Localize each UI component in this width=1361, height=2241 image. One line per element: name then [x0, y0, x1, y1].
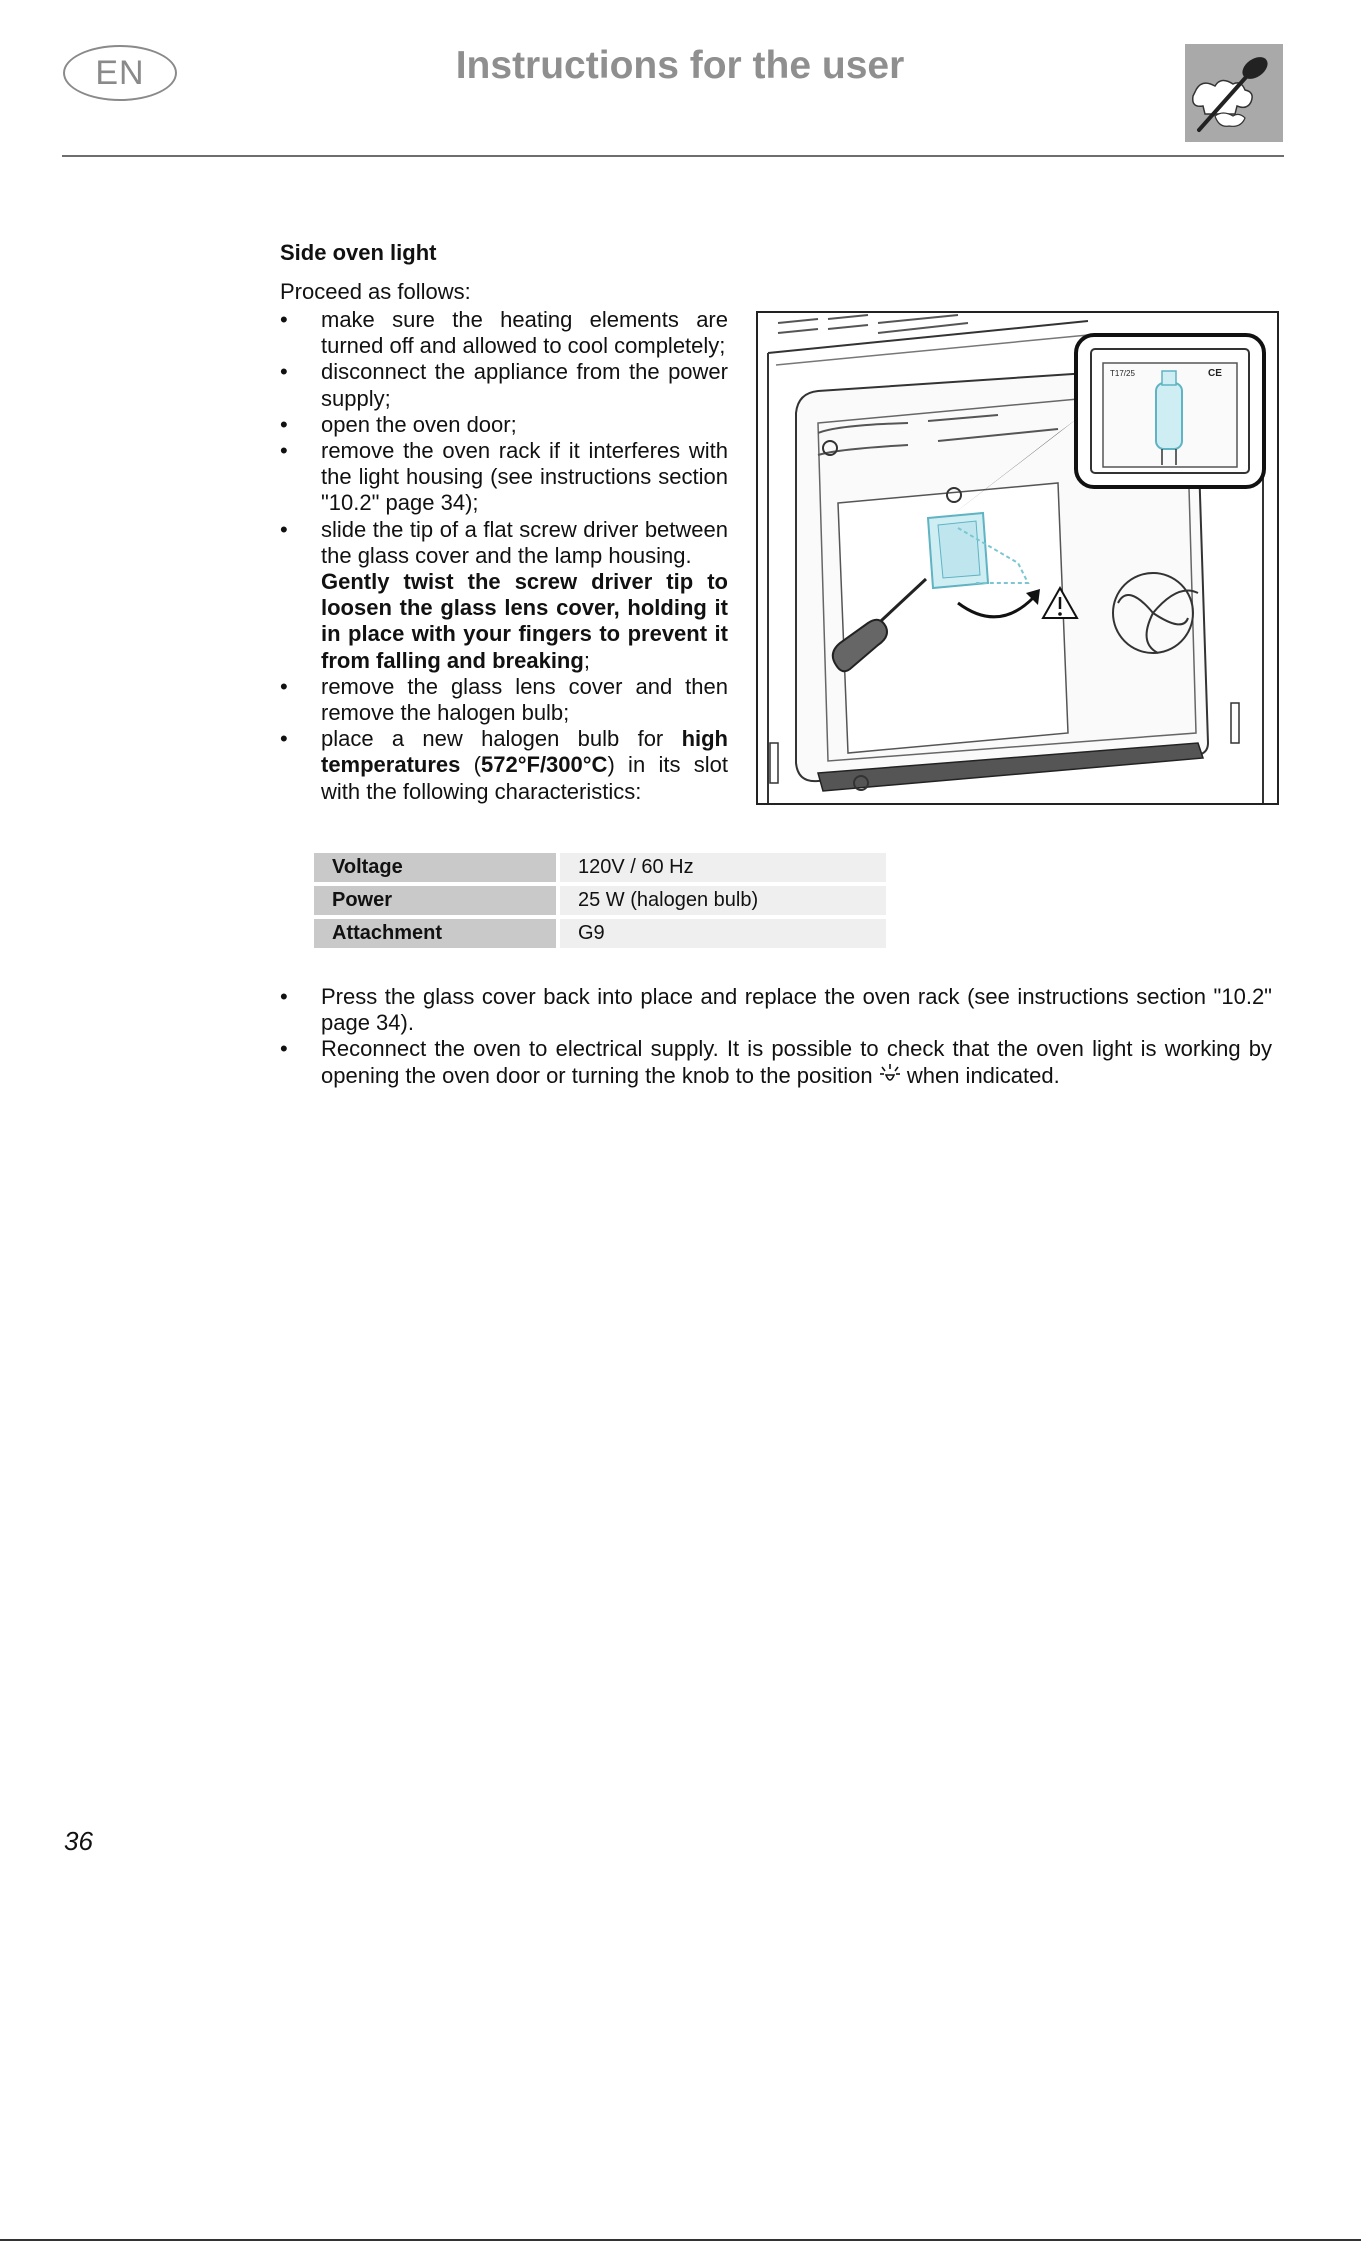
- list-item: • Reconnect the oven to electrical supply. It is possible to check that the oven light is working by opening the oven door or turning the knob to the position when indicated.: [280, 1036, 1272, 1090]
- list-item: • place a new halogen bulb for high temperatures (572°F/300°C) in its slot with the following characteristics:: [280, 726, 728, 805]
- spec-key: Power: [314, 886, 556, 915]
- language-badge: [63, 45, 177, 101]
- spec-key: Voltage: [314, 853, 556, 882]
- spec-key: Attachment: [314, 919, 556, 948]
- list-item: • open the oven door;: [280, 412, 728, 438]
- chef-hat-spoon-icon: [1185, 44, 1283, 142]
- list-item: • make sure the heating elements are turned off and allowed to cool completely;: [280, 307, 728, 359]
- header-divider: [62, 155, 1284, 157]
- oven-lamp-replacement-illustration: [756, 311, 1279, 805]
- table-row: [314, 886, 886, 915]
- procedure-steps: [280, 307, 728, 805]
- page-number: 36: [64, 1826, 93, 1856]
- section-intro: Proceed as follows:: [280, 279, 471, 304]
- table-row: [314, 919, 886, 948]
- svg-text:CE: CE: [1208, 368, 1222, 379]
- list-item: • disconnect the appliance from the power supply;: [280, 359, 728, 411]
- list-item: • remove the oven rack if it interferes with the light housing (see instructions section "10.2" page 34);: [280, 438, 728, 517]
- section-title: Side oven light: [280, 240, 437, 265]
- language-code: EN: [95, 53, 145, 92]
- oven-light-icon: [879, 1063, 901, 1091]
- table-row: [314, 853, 886, 882]
- spec-value: 120V / 60 Hz: [560, 853, 886, 882]
- list-item: • Press the glass cover back into place and replace the oven rack (see instructions section "10.2" page 34).: [280, 984, 1272, 1036]
- warning-text: Gently twist the screw driver tip to loosen the glass lens cover, holding it in place with your fingers to prevent it from falling and breaking: [321, 569, 728, 673]
- closing-steps: [280, 984, 1272, 1091]
- spec-value: G9: [560, 919, 886, 948]
- spec-value: 25 W (halogen bulb): [560, 886, 886, 915]
- bulb-spec-table: [314, 849, 886, 952]
- page-header-title: Instructions for the user: [455, 44, 905, 87]
- lamp-label: T17/25: [1110, 369, 1135, 378]
- list-item: • remove the glass lens cover and then remove the halogen bulb;: [280, 674, 728, 726]
- list-item: • slide the tip of a flat screw driver between the glass cover and the lamp housing. Gently twist the screw driver tip to loosen the glass lens cover, holding it in place with your fingers to prevent it from falling and breaking;: [280, 517, 728, 674]
